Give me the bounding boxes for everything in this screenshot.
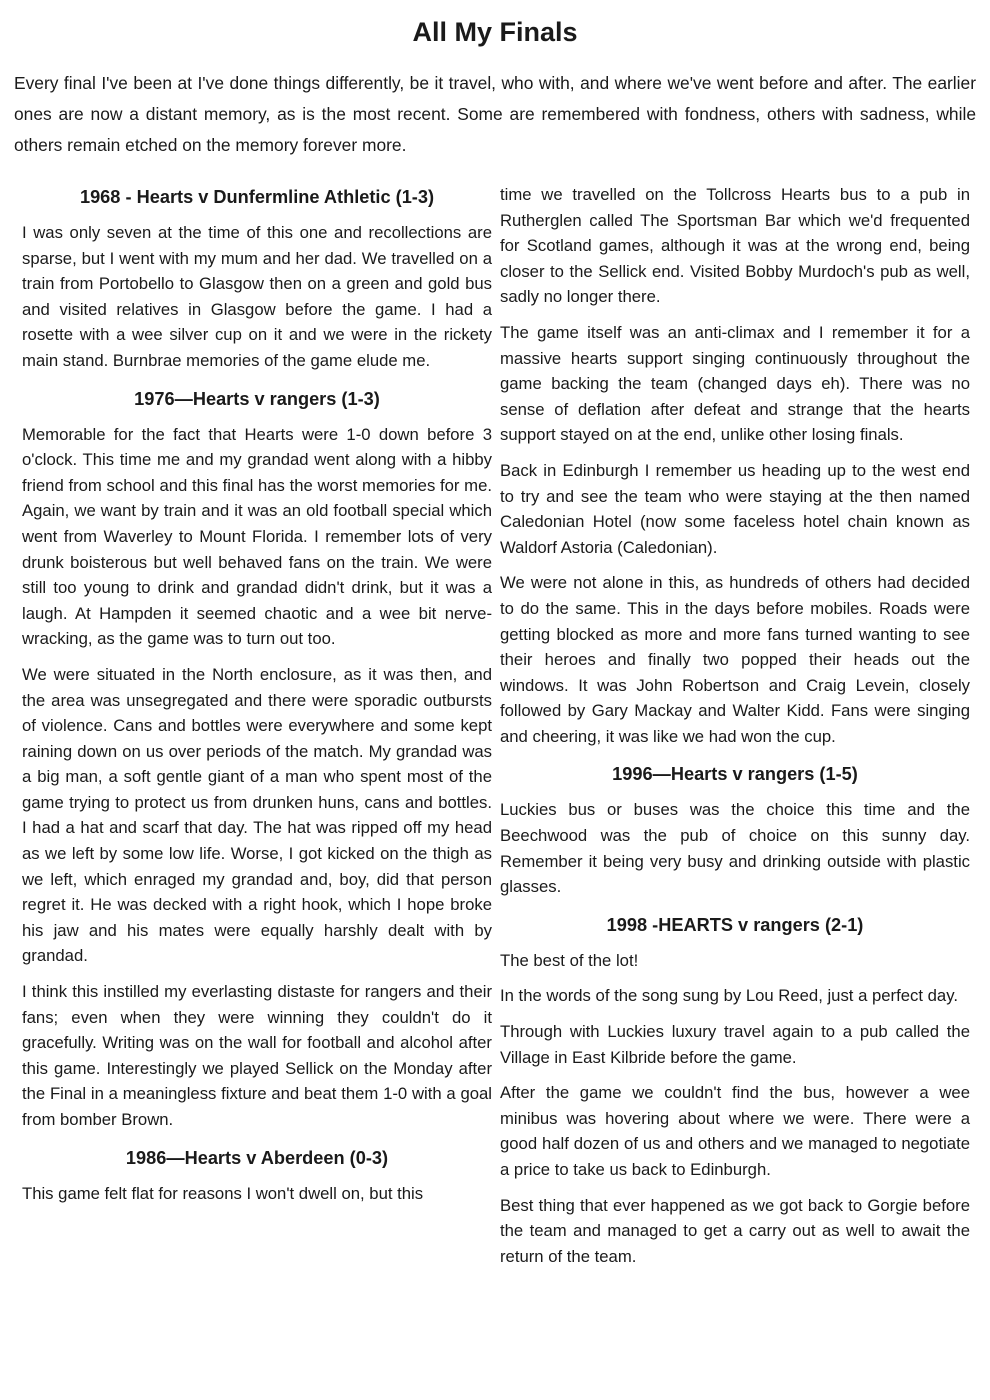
heading-1976: 1976—Hearts v rangers (1-3) (134, 388, 380, 409)
paragraph-1998-d: After the game we couldn't find the bus, however a wee minibus was hovering about where we were. There were a good half dozen of us and others and we managed to negotiate a price to take us back to Edinburgh. (500, 1083, 970, 1179)
paragraph-1998-e: Best thing that ever happened as we got back to Gorgie before the team and managed to get a carry out as well to await the return of the team. (500, 1195, 970, 1266)
page-title: All My Finals (412, 17, 578, 47)
heading-1986: 1986—Hearts v Aberdeen (0-3) (125, 1147, 389, 1168)
heading-1998: 1998 -HEARTS v rangers (2-1) (606, 914, 864, 935)
paragraph-1976-a: Memorable for the fact that Hearts were 1-0 down before 3 o'clock. This time me and my grandad went along with a hibby friend from school and this final has the worst memories for me. Again, we want by train and it was an old football special which went from Waverley to Mount Florida. I remember lots of very drunk boisterous but well behaved fans on the train. We were still too young to drink and grandad didn't drink, but it was a laugh. At Hampden it seemed chaotic and a wee bit nerve-wracking, as the game was to turn out too. (22, 424, 492, 649)
paragraph-1998-a: The best of the lot! (500, 950, 639, 970)
paragraph-1986-a: This game felt flat for reasons I won't dwell on, but this (22, 1183, 424, 1203)
paragraph-1986-d: Back in Edinburgh I remember us heading up to the west end to try and see the team who were staying at the then named Caledonian Hotel (now some faceless hotel chain known as Waldorf Astoria (Caledonian). (500, 460, 970, 557)
paragraph-1986-e: We were not alone in this, as hundreds of others had decided to do the same. This in the days before mobiles. Roads were getting blocked as more and more fans turned wanting to see their heroes and finally two popped their heads out the windows. It was John Robertson and Craig Levein, closely followed by Gary Mackay and Walter Kidd. Fans were singing and cheering, it was like we had won the cup. (500, 573, 970, 746)
paragraph-1968: I was only seven at the time of this one and recollections are sparse, but I went with my mum and her dad. We travelled on a train from Portobello to Glasgow then on a green and gold bus and visited relatives in Glasgow before the game. I had a rosette with a wee silver cup on it and we were in the rickety main stand. Burnbrae memories of the game elude me. (22, 223, 492, 370)
paragraph-1986-c: The game itself was an anti-climax and I remember it for a massive hearts support singing continuously throughout the game backing the team (changed days eh). There was no sense of deflation after defeat and strange that the hearts support stayed on at the end, unlike other losing finals. (500, 322, 970, 445)
heading-1968: 1968 - Hearts v Dunfermline Athletic (1-3) (79, 187, 435, 207)
right-column (500, 182, 970, 1279)
paragraph-1998-b: In the words of the song sung by Lou Reed, just a perfect day. (500, 986, 958, 1006)
heading-1996: 1996—Hearts v rangers (1-5) (612, 764, 858, 785)
intro-paragraph: Every final I've been at I've done things differently, be it travel, who with, and where we've went before and after. The earlier ones are now a distant memory, as is the most recent. Some are remembered with fondness, others with sadness, while others remain etched on the memory forever more. (14, 73, 976, 155)
left-column (22, 178, 492, 1216)
paragraph-1996: Luckies bus or buses was the choice this time and the Beechwood was the pub of choice on this sunny day. Remember it being very busy and drinking outside with plastic glasses. (500, 800, 970, 897)
paragraph-1976-b: We were situated in the North enclosure, as it was then, and the area was unsegregated and there were sporadic outbursts of violence. Cans and bottles were everywhere and some kept raining down on us over periods of the match. My grandad was a big man, a soft gentle giant of a man who spent most of the game trying to protect us from drunken huns, cans and bottles. I had a hat and scarf that day. The hat was ripped off my head as we left by some low life. Worse, I got kicked on the thigh as we left, which enraged my grandad and, boy, did that person regret it. He was decked with a right hook, which I hope broke his jaw and his mates were equally harshly dealt with by grandad. (22, 664, 492, 966)
paragraph-1998-c: Through with Luckies luxury travel again to a pub called the Village in East Kilbride before the game. (500, 1022, 970, 1067)
paragraph-1986-b: time we travelled on the Tollcross Hearts bus to a pub in Rutherglen called The Sportsman Bar which we'd frequented for Scotland games, although it was at the wrong end, being closer to the Sellick end. Visited Bobby Murdoch's pub as well, sadly no longer there. (500, 185, 970, 307)
paragraph-1976-c: I think this instilled my everlasting distaste for rangers and their fans; even when they were winning they couldn't do it gracefully. Writing was on the wall for football and alcohol after this game. Interestingly we played Sellick on the Monday after the Final in a meaningless fixture and beat them 1-0 with a goal from bomber Brown. (22, 982, 492, 1129)
